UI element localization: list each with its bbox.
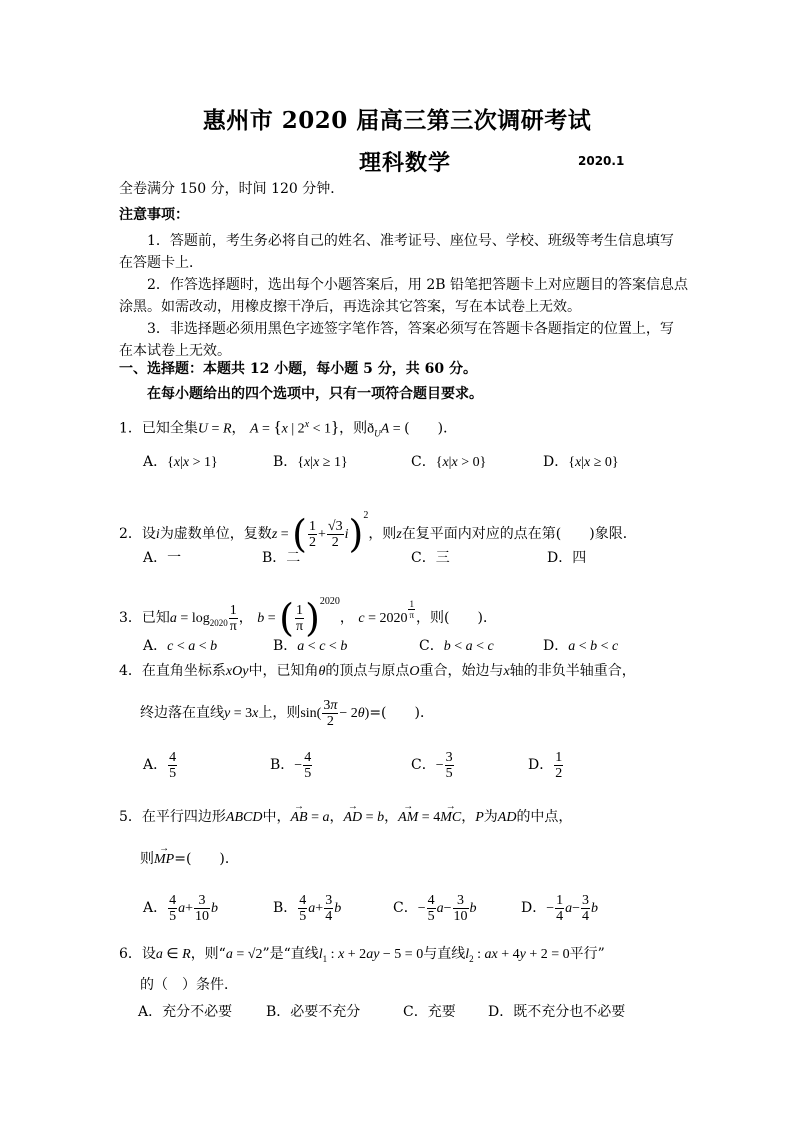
exam-subtitle: 理科数学 [359,150,452,176]
q3-option-c: C．b < a < c [419,638,494,654]
q1-option-b: B．{x|x ≥ 1} [273,454,348,470]
q5-option-c: C．− $\frac{4}{5}$ a− $\frac{3}{10}$ b [393,892,477,924]
q2-option-a: A．一 [143,550,182,566]
question-5-line1: 5．在平行四边形ABCD中，→ AB = a，→ AD = b，→ AM = 4→ MC，P为AD的中点， [119,808,572,827]
q6-option-c: C．充要 [403,1004,456,1020]
notice-1b: 在答题卡上． [119,255,203,271]
q1-option-c: C．{x|x > 0} [411,454,487,470]
question-1: 1．已知全集U = R， A = {x | $2^x < 1$}，则$ð_UA$ = ( )． [119,417,458,439]
q1-stem-end: ，则 [339,420,368,437]
q3-option-d: D．a < b < c [543,638,619,654]
section1-heading: 一、选择题：本题共 12 小题，每小题 5 分，共 60 分。 [119,361,477,377]
question-6-line1: 6．设a ∈ R，则“a = √2”是“直线$l_1$ : x + 2ay − 5 = 0与直线$l_2$ : ax + 4y + 2 = 0平行” [119,946,605,964]
q1-option-a: A．{x|x > 1} [143,454,218,470]
exam-date: 2020.1 [578,154,625,168]
notice-2a: 2．作答选择题时，选出每个小题答案后，用 2B 铅笔把答题卡上对应题目的答案信息点 [147,277,689,293]
q6-option-a: A．充分不必要 [138,1004,233,1020]
question-5-line2: 则→ MP=( )． [140,850,239,869]
question-6-line2: 的（ ）条件． [140,977,238,993]
q3-option-a: A．c < a < b [143,638,218,654]
section1-instruction: 在每小题给出的四个选项中，只有一项符合题目要求。 [147,386,483,402]
q2-option-c: C．三 [411,550,450,566]
question-4-line2: 终边落在直线y = 3x上，则sin( $\frac{3\pi}{2}$ − 2θ)=( )． [140,697,434,729]
exam-title: 惠州市 2020 届高三第三次调研考试 [202,107,592,134]
question-2: 2．设i为虚数单位，复数z = ( $\frac{1}{2}$ + $\frac{√3}{2}$ i)$^2$，则z在复平面内对应的点在第( )象限． [119,510,637,556]
q6-option-d: D．既不充分也不必要 [488,1004,626,1020]
notice-heading: 注意事项： [119,207,189,223]
q5-option-a: A． $\frac{4}{5}$ a+ $\frac{3}{10}$ b [143,892,219,924]
q1-tail: ( )． [404,420,458,437]
score-line: 全卷满分 150 分，时间 120 分钟． [119,181,345,197]
q3-option-b: B．a < c < b [273,638,348,654]
notice-3b: 在本试卷上无效。 [119,343,231,359]
q5-option-d: D．− $\frac{1}{4}$ a− $\frac{3}{4}$ b [521,892,599,924]
question-4-line1: 4．在直角坐标系xOy中，已知角θ的顶点与原点O重合，始边与x轴的非负半轴重合， [119,663,636,679]
notice-1a: 1．答题前，考生务必将自己的姓名、准考证号、座位号、学校、班级等考生信息填写 [147,233,674,249]
question-3: 3．已知$a = \log_{2020}$ $\frac{1}{\pi}$ ， b = ( $\frac{1}{\pi}$ )$^{2020}$， c = 2020 $^{\frac{1}{\pi}}$ ，则( )． [119,596,497,640]
q4-option-b: B．− $\frac{4}{5}$ [270,749,312,781]
q4-option-d: D． $\frac{1}{2}$ [528,749,563,781]
notice-3a: 3．非选择题必须用黑色字迹签字笔作答，答案必须写在答题卡各题指定的位置上，写 [147,321,674,337]
q4-option-c: C．− $\frac{3}{5}$ [411,749,453,781]
q6-option-b: B．必要不充分 [266,1004,361,1020]
q5-option-b: B． $\frac{4}{5}$ a+ $\frac{3}{4}$ b [273,892,342,924]
q2-option-d: D．四 [547,550,587,566]
q4-option-a: A． $\frac{4}{5}$ [143,749,177,781]
q1-prefix: 1．已知全集 [119,420,198,437]
q2-option-b: B．二 [262,550,301,566]
notice-2b: 涂黑。如需改动，用橡皮擦干净后，再选涂其它答案，写在本试卷上无效。 [119,299,581,315]
q1-option-d: D．{x|x ≥ 0} [543,454,619,470]
